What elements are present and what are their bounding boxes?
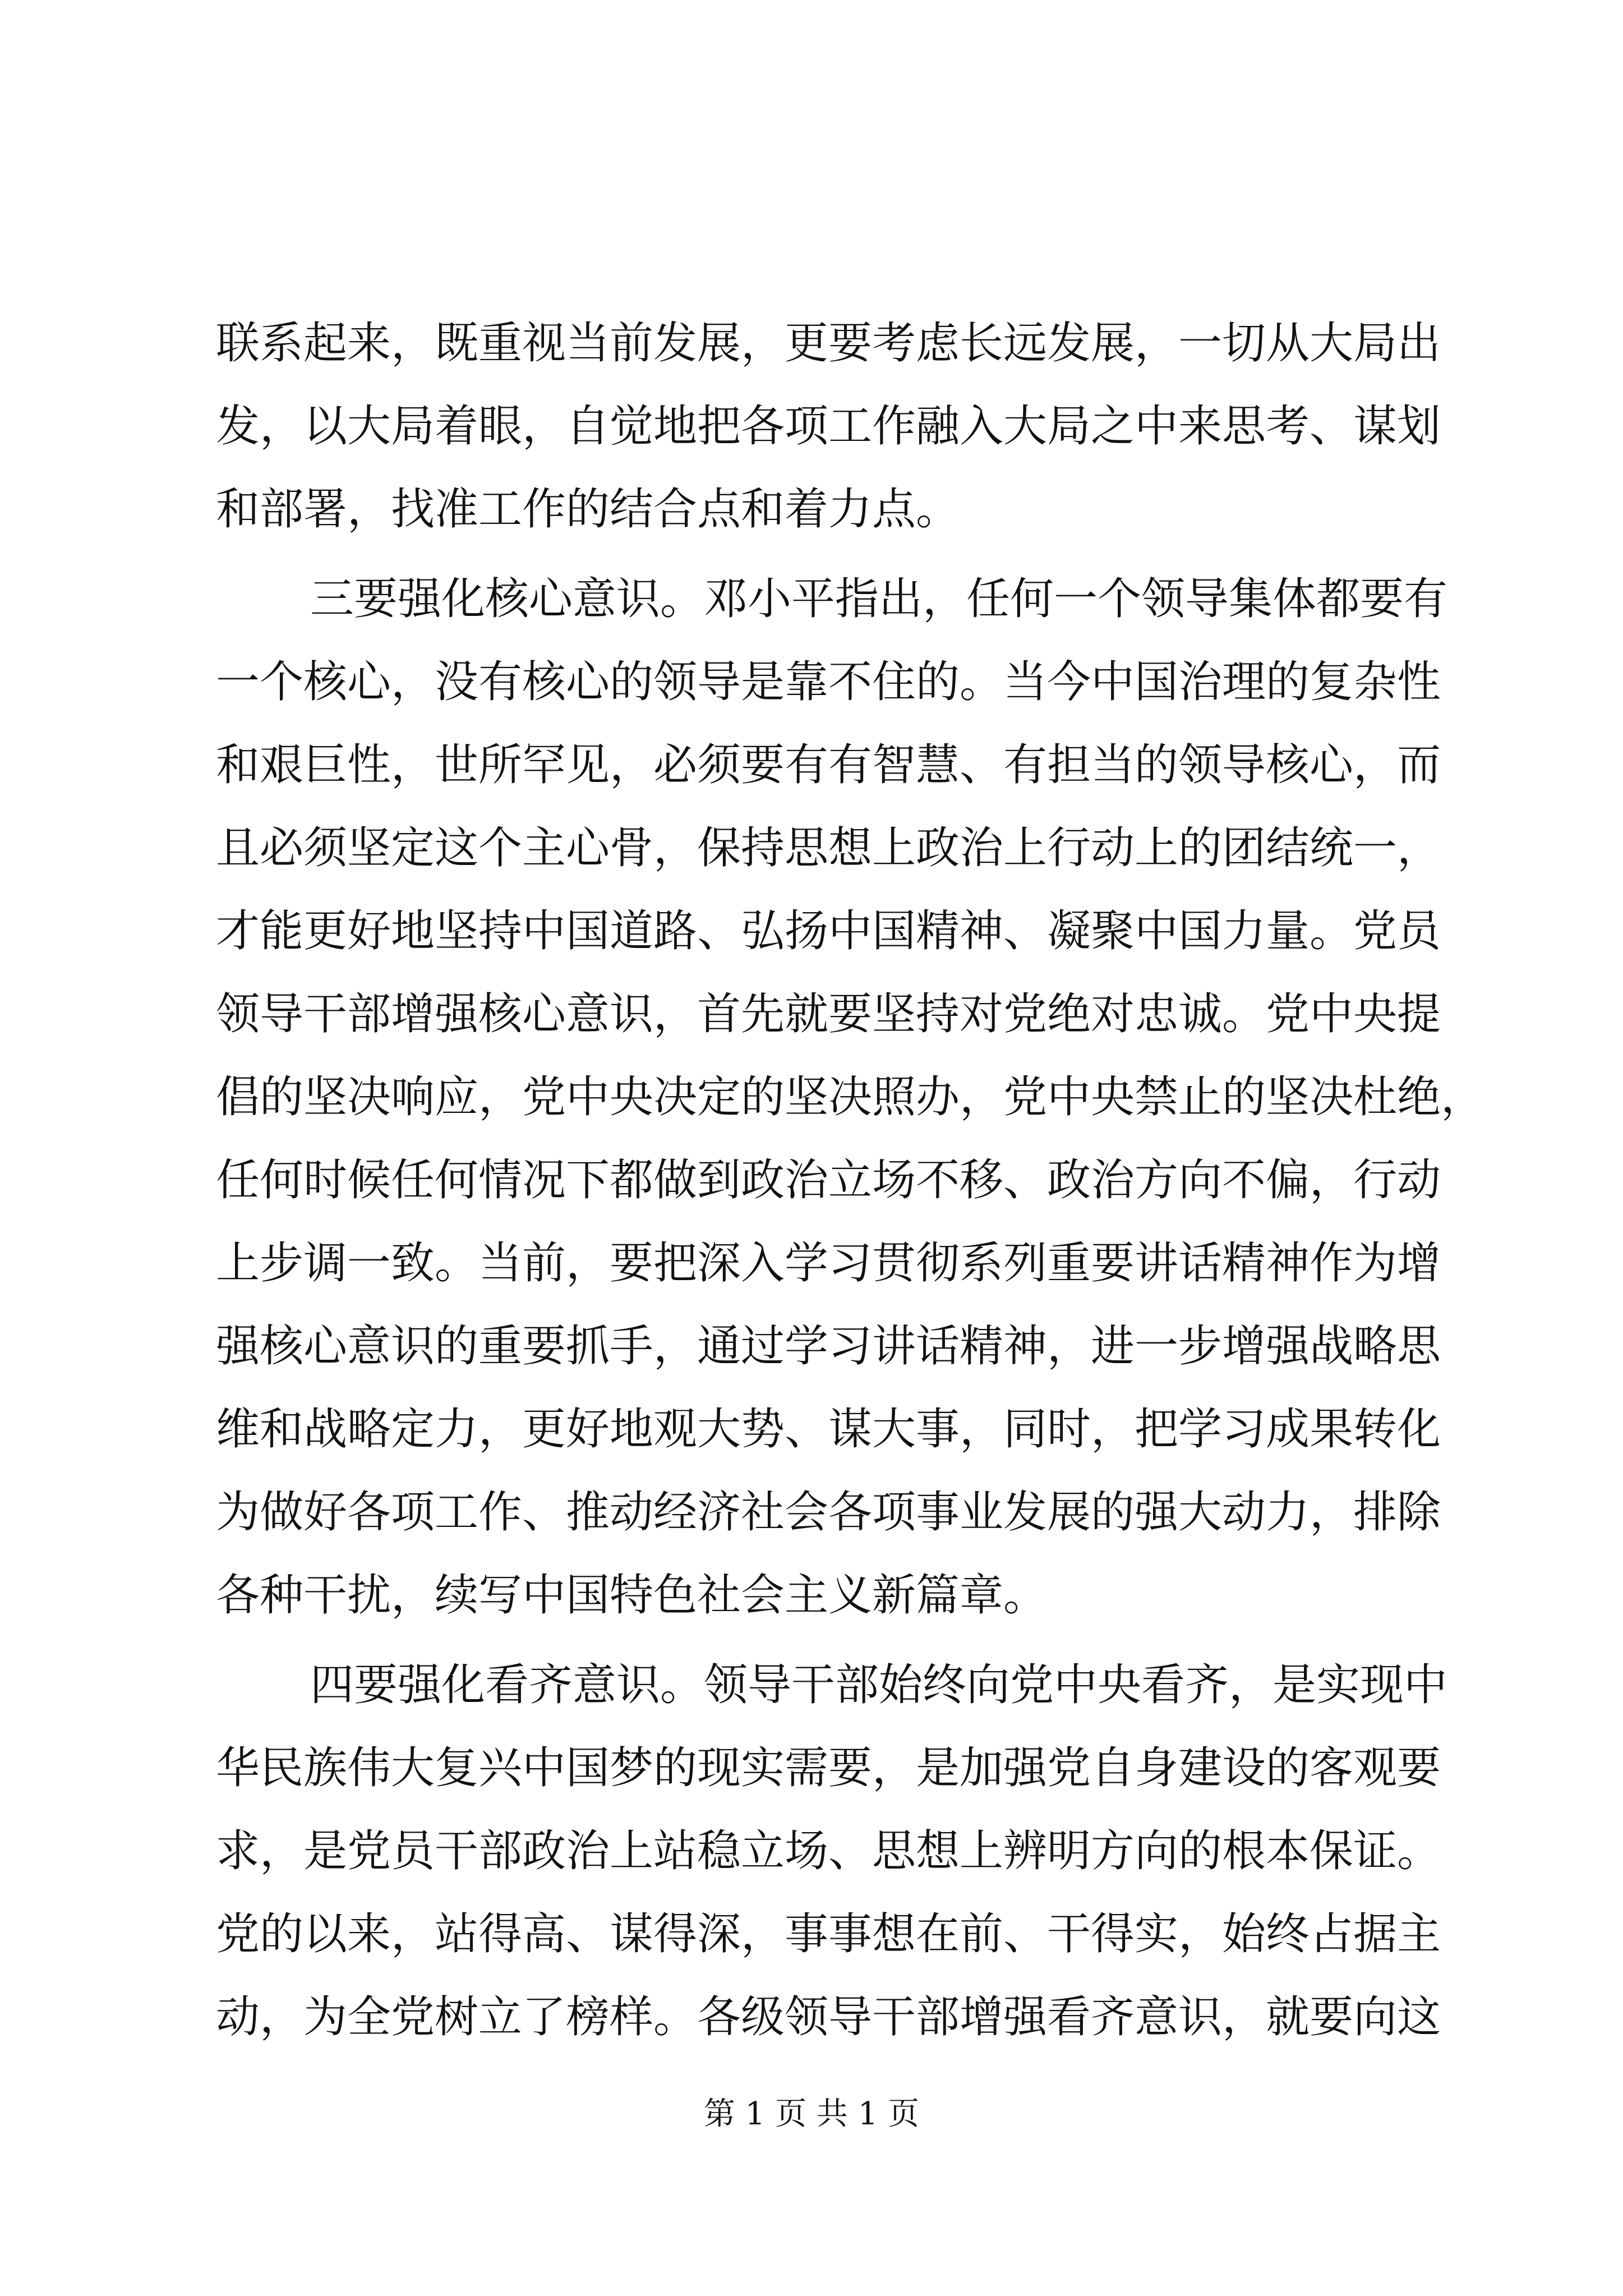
paragraph-2-line-13: 各种干扰，续写中国特色社会主义新篇章。	[216, 1570, 1048, 1621]
paragraph-2-line-7: 倡的坚决响应，党中央决定的坚决照办，党中央禁止的坚决杜绝，	[216, 1072, 1485, 1122]
paragraph-2-line-10: 强核心意识的重要抓手，通过学习讲话精神，进一步增强战略思	[216, 1321, 1441, 1372]
paragraph-2-line-11: 维和战略定力，更好地观大势、谋大事，同时，把学习成果转化	[216, 1404, 1441, 1455]
paragraph-3-line-5: 动，为全党树立了榜样。各级领导干部增强看齐意识，就要向这	[216, 1992, 1441, 2042]
page-footer: 第 1 页 共 1 页	[703, 2096, 920, 2132]
paragraph-2-line-6: 领导干部增强核心意识，首先就要坚持对党绝对忠诚。党中央提	[216, 989, 1441, 1039]
paragraph-1-line-1: 联系起来，既重视当前发展，更要考虑长远发展，一切从大局出	[216, 318, 1441, 369]
paragraph-2-line-1: 三要强化核心意识。邓小平指出，任何一个领导集体都要有	[310, 574, 1448, 624]
paragraph-3-line-2: 华民族伟大复兴中国梦的现实需要，是加强党自身建设的客观要	[216, 1743, 1441, 1793]
paragraph-3-line-4: 党的以来，站得高、谋得深，事事想在前、干得实，始终占据主	[216, 1909, 1441, 1959]
paragraph-1-line-3: 和部署，找准工作的结合点和着力点。	[216, 484, 960, 535]
paragraph-3-line-3: 求，是党员干部政治上站稳立场、思想上辨明方向的根本保证。	[216, 1826, 1441, 1876]
paragraph-2-line-4: 且必须坚定这个主心骨，保持思想上政治上行动上的团结统一，	[216, 823, 1441, 873]
paragraph-2-line-8: 任何时候任何情况下都做到政治立场不移、政治方向不偏，行动	[216, 1155, 1441, 1205]
paragraph-2-line-9: 上步调一致。当前，要把深入学习贯彻系列重要讲话精神作为增	[216, 1238, 1441, 1289]
paragraph-2-line-2: 一个核心，没有核心的领导是靠不住的。当今中国治理的复杂性	[216, 657, 1441, 707]
paragraph-2-line-3: 和艰巨性，世所罕见，必须要有有智慧、有担当的领导核心，而	[216, 740, 1441, 790]
paragraph-3-line-1: 四要强化看齐意识。领导干部始终向党中央看齐，是实现中	[310, 1660, 1448, 1710]
paragraph-2-line-5: 才能更好地坚持中国道路、弘扬中国精神、凝聚中国力量。党员	[216, 906, 1441, 956]
paragraph-2-line-12: 为做好各项工作、推动经济社会各项事业发展的强大动力，排除	[216, 1487, 1441, 1538]
body-text	[216, 302, 1485, 2059]
paragraph-1-line-2: 发，以大局着眼，自觉地把各项工作融入大局之中来思考、谋划	[216, 401, 1441, 452]
